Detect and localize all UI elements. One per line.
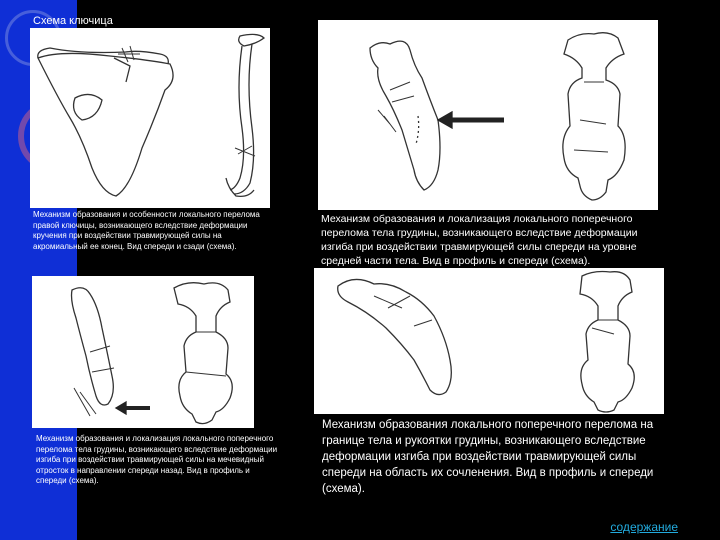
caption-sternum-junction: Механизм образования локального поперечного перелома на границе тела и рукоятки грудины, возникающего вследствие деформации изгиба при воздействии травмирующей силы спереди на область их сочленения. Вид в профиль и спереди (схема). <box>322 419 654 495</box>
clavicle-figure <box>30 28 270 208</box>
sternum-process-figure <box>32 276 254 428</box>
sternum-junction-figure <box>314 268 664 414</box>
sternum-middle-figure <box>318 20 658 210</box>
contents-link[interactable]: содержание <box>610 520 678 534</box>
caption-sternum-process: Механизм образования и локализация локального поперечного перелома тела грудины, возникающего вследствие деформации изгиба при воздействии травмирующей силы на мечевидный отросток в направлении спереди назад. Вид в профиль и спереди (схема). <box>36 434 278 485</box>
caption-clavicle: Механизм образования и особенности локального перелома правой ключицы, возникающего вследствие деформации кручения при воздействии травмирующей силы на акромиальный ее конец. Вид спереди и сзади (схема). <box>33 210 260 251</box>
caption-sternum-middle: Механизм образования и локализация локального поперечного перелома тела грудины, возникающего вследствие деформации изгиба при воздействии травмирующей силы спереди на уровне средней части тела. Вид в профиль и спереди (схема). <box>321 213 638 267</box>
slide-title: Схема ключица <box>33 15 113 27</box>
